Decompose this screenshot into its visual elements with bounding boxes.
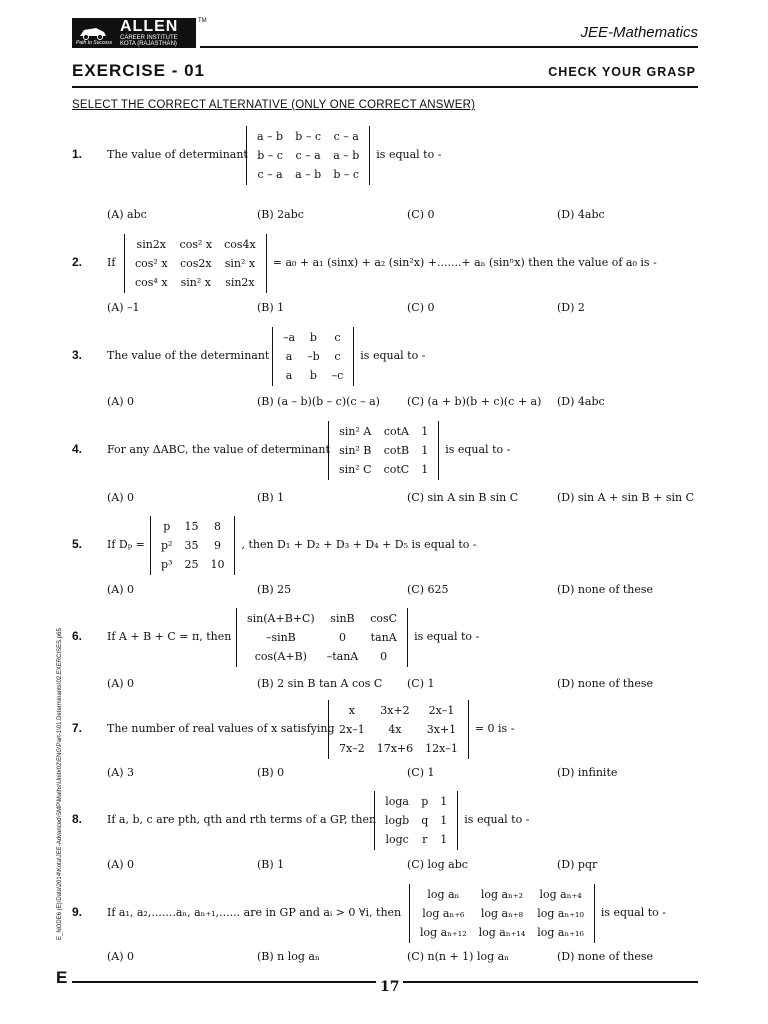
- question-suffix: is equal to -: [464, 812, 530, 826]
- answer-option[interactable]: (B) (a – b)(b – c)(c – a): [257, 395, 380, 408]
- answer-option[interactable]: (A) –1: [107, 301, 140, 314]
- matrix-cell: cos² x: [135, 257, 168, 270]
- answer-option[interactable]: (B) n log aₙ: [257, 950, 320, 963]
- matrix-cell: sin2x: [136, 238, 166, 251]
- allen-logo: [72, 18, 196, 48]
- matrix-cell: cos4x: [224, 238, 256, 251]
- question-number: 5.: [72, 536, 83, 551]
- matrix-cell: log aₙ: [427, 888, 460, 901]
- matrix-cell: cotA: [383, 425, 409, 438]
- answer-option[interactable]: (B) 0: [257, 766, 285, 779]
- matrix-cell: b: [309, 331, 317, 344]
- answer-option[interactable]: (D) infinite: [557, 766, 618, 779]
- matrix-cell: 1: [421, 444, 429, 457]
- question-suffix: = 0 is -: [474, 721, 515, 735]
- answer-option[interactable]: (D) none of these: [557, 583, 654, 596]
- matrix-cell: c: [334, 331, 341, 344]
- matrix-cell: logb: [385, 814, 410, 827]
- matrix-cell: log aₙ₊₁₆: [537, 926, 584, 939]
- matrix-cell: 1: [421, 463, 429, 476]
- matrix-cell: logc: [385, 833, 409, 846]
- header-rule: [200, 46, 698, 48]
- answer-option[interactable]: (A) 3: [107, 766, 135, 779]
- matrix-cell: 3x+2: [380, 704, 410, 717]
- matrix-cell: r: [422, 833, 428, 846]
- matrix-cell: p³: [161, 558, 173, 571]
- matrix-cell: a: [285, 369, 293, 382]
- question-number: 2.: [72, 254, 83, 269]
- question-suffix: = a₀ + a₁ (sinx) + a₂ (sin²x) +.......+ aₙ (sinⁿx) then the value of a₀ is -: [272, 255, 657, 269]
- answer-option[interactable]: (B) 1: [257, 858, 285, 871]
- question-suffix: is equal to -: [360, 348, 426, 362]
- matrix-cell: 1: [440, 814, 448, 827]
- answer-option[interactable]: (B) 25: [257, 583, 292, 596]
- matrix-cell: 1: [440, 833, 448, 846]
- matrix-cell: 9: [213, 539, 221, 552]
- matrix-cell: loga: [385, 795, 409, 808]
- matrix-cell: sin² A: [339, 425, 372, 438]
- question-number: 9.: [72, 904, 83, 919]
- determinant-matrix: [236, 608, 408, 667]
- answer-option[interactable]: (D) pqr: [557, 858, 598, 871]
- matrix-cell: tanA: [370, 631, 397, 644]
- matrix-cell: 2x–1: [339, 723, 365, 736]
- answer-option[interactable]: (D) none of these: [557, 950, 654, 963]
- matrix-cell: 7x–2: [339, 742, 365, 755]
- matrix-cell: log aₙ₊₄: [539, 888, 582, 901]
- matrix-cell: 2x–1: [428, 704, 455, 717]
- edition-badge: E: [56, 968, 68, 987]
- answer-option[interactable]: (D) 2: [557, 301, 585, 314]
- matrix-cell: log aₙ₊₂: [480, 888, 524, 901]
- answer-option[interactable]: (C) 1: [407, 766, 435, 779]
- question-text: If A + B + C = π, then: [107, 629, 232, 643]
- matrix-cell: cotB: [383, 444, 410, 457]
- matrix-cell: sin² C: [339, 463, 372, 476]
- answer-option[interactable]: (A) abc: [107, 208, 147, 221]
- answer-option[interactable]: (C) 0: [407, 301, 435, 314]
- matrix-cell: –c: [331, 369, 344, 382]
- answer-option[interactable]: (B) 2 sin B tan A cos C: [257, 677, 383, 690]
- trademark: TM: [198, 18, 207, 24]
- question-text: If: [107, 255, 116, 269]
- matrix-cell: log aₙ₊₈: [480, 907, 524, 920]
- question-number: 1.: [72, 146, 83, 161]
- exercise-title: EXERCISE - 01: [72, 61, 205, 80]
- car-icon: [78, 24, 108, 40]
- determinant-matrix: [328, 700, 469, 759]
- matrix-cell: –a: [283, 331, 296, 344]
- answer-option[interactable]: (A) 0: [107, 950, 135, 963]
- question-suffix: is equal to -: [445, 442, 511, 456]
- determinant-matrix: [272, 327, 354, 386]
- matrix-cell: a – b: [257, 130, 284, 143]
- page-number: 17: [376, 979, 403, 995]
- matrix-cell: cos2x: [180, 257, 212, 270]
- matrix-cell: 1: [421, 425, 429, 438]
- answer-option[interactable]: (D) none of these: [557, 677, 654, 690]
- question-suffix: is equal to -: [414, 629, 480, 643]
- question-suffix: , then D₁ + D₂ + D₃ + D₄ + D₅ is equal to -: [241, 537, 477, 551]
- matrix-cell: –sinB: [265, 631, 296, 644]
- determinant-matrix: [328, 421, 439, 480]
- brand-tagline: Path to Success: [76, 40, 113, 46]
- matrix-cell: 4x: [388, 723, 402, 736]
- section-rule: [72, 86, 698, 88]
- question-text: If Dₚ =: [107, 537, 145, 551]
- matrix-cell: p²: [161, 539, 173, 552]
- matrix-cell: sinB: [330, 612, 355, 625]
- answer-option[interactable]: (B) 2abc: [257, 208, 304, 221]
- matrix-cell: c – a: [333, 130, 359, 143]
- matrix-cell: sin² B: [339, 444, 372, 457]
- determinant-matrix: [409, 884, 595, 943]
- instruction: SELECT THE CORRECT ALTERNATIVE (ONLY ONE CORRECT ANSWER): [72, 99, 476, 111]
- answer-option[interactable]: (D) sin A + sin B + sin C: [557, 491, 694, 504]
- matrix-cell: cosC: [370, 612, 398, 625]
- matrix-cell: 0: [338, 631, 346, 644]
- determinant-matrix: [374, 791, 458, 850]
- matrix-cell: 10: [210, 558, 225, 571]
- matrix-cell: sin² x: [180, 276, 211, 289]
- matrix-cell: sin(A+B+C): [247, 612, 315, 625]
- matrix-cell: a – b: [295, 168, 322, 181]
- matrix-cell: x: [348, 704, 355, 717]
- answer-option[interactable]: (A) 0: [107, 858, 135, 871]
- answer-option[interactable]: (A) 0: [107, 395, 135, 408]
- matrix-cell: a – b: [333, 149, 360, 162]
- question-number: 7.: [72, 720, 83, 735]
- question-text: The value of determinant: [107, 147, 248, 161]
- answer-option[interactable]: (C) 625: [407, 583, 449, 596]
- matrix-cell: p: [421, 795, 429, 808]
- matrix-cell: log aₙ₊₁₂: [420, 926, 467, 939]
- matrix-cell: cos(A+B): [254, 650, 307, 663]
- question-suffix: is equal to -: [600, 905, 666, 919]
- determinant-matrix: [246, 126, 370, 185]
- answer-option[interactable]: (A) 0: [107, 677, 135, 690]
- matrix-cell: 35: [184, 539, 199, 552]
- question-text: For any ΔABC, the value of determinant: [107, 442, 330, 456]
- matrix-cell: 25: [184, 558, 199, 571]
- answer-option[interactable]: (D) 4abc: [557, 208, 605, 221]
- matrix-cell: q: [421, 814, 429, 827]
- matrix-cell: 17x+6: [376, 742, 414, 755]
- answer-option[interactable]: (C) n(n + 1) log aₙ: [407, 950, 509, 963]
- question-number: 8.: [72, 811, 83, 826]
- file-path: E_NODE6 (E)\Data\2014\Kota\JEE-Advanced\SMP\Maths\Unit#02\ENG\Part-1\01.Determinants\02.EXERCISES.p65: [57, 628, 63, 940]
- answer-option[interactable]: (C) 0: [407, 208, 435, 221]
- answer-option[interactable]: (C) log abc: [407, 858, 468, 871]
- answer-option[interactable]: (B) 1: [257, 301, 285, 314]
- answer-option[interactable]: (B) 1: [257, 491, 285, 504]
- matrix-cell: cotC: [383, 463, 410, 476]
- matrix-cell: 15: [184, 520, 199, 533]
- matrix-cell: –b: [307, 350, 320, 363]
- matrix-cell: b – c: [257, 149, 283, 162]
- matrix-cell: log aₙ₊₁₀: [537, 907, 584, 920]
- question-text: If a, b, c are pth, qth and rth terms of a GP, then: [107, 812, 377, 826]
- matrix-cell: 0: [380, 650, 388, 663]
- matrix-cell: c: [334, 350, 341, 363]
- matrix-cell: c – a: [295, 149, 321, 162]
- answer-option[interactable]: (A) 0: [107, 491, 135, 504]
- matrix-cell: a: [285, 350, 293, 363]
- matrix-cell: –tanA: [326, 650, 359, 663]
- subject-title: JEE-Mathematics: [580, 24, 698, 41]
- matrix-cell: 1: [440, 795, 448, 808]
- brand-subtitle: CAREER INSTITUTE KOTA (RAJASTHAN): [120, 35, 178, 47]
- answer-option[interactable]: (C) sin A sin B sin C: [407, 491, 519, 504]
- question-number: 3.: [72, 347, 83, 362]
- matrix-cell: 12x–1: [425, 742, 458, 755]
- matrix-cell: cos⁴ x: [135, 276, 168, 289]
- matrix-cell: log aₙ₊₁₄: [478, 926, 526, 939]
- question-text: If a₁, a₂,.......aₙ, aₙ₊₁,...... are in GP and aᵢ > 0 ∀i, then: [107, 905, 402, 919]
- question-number: 4.: [72, 441, 83, 456]
- matrix-cell: 8: [213, 520, 221, 533]
- matrix-cell: log aₙ₊₆: [422, 907, 465, 920]
- matrix-cell: p: [163, 520, 171, 533]
- matrix-cell: c – a: [257, 168, 283, 181]
- answer-option[interactable]: (D) 4abc: [557, 395, 605, 408]
- determinant-matrix: [150, 516, 235, 575]
- question-number: 6.: [72, 628, 83, 643]
- matrix-cell: sin² x: [224, 257, 256, 270]
- answer-option[interactable]: (A) 0: [107, 583, 135, 596]
- question-text: The number of real values of x satisfying: [107, 721, 335, 735]
- matrix-cell: b: [309, 369, 317, 382]
- matrix-cell: cos² x: [179, 238, 213, 251]
- determinant-matrix: [124, 234, 267, 293]
- matrix-cell: sin2x: [225, 276, 255, 289]
- section-title: CHECK YOUR GRASP: [548, 65, 696, 79]
- brand-name: ALLEN: [120, 18, 179, 35]
- matrix-cell: 3x+1: [426, 723, 457, 736]
- matrix-cell: b – c: [295, 130, 321, 143]
- answer-option[interactable]: (C) (a + b)(b + c)(c + a): [407, 395, 542, 408]
- matrix-cell: b – c: [333, 168, 360, 181]
- answer-option[interactable]: (C) 1: [407, 677, 435, 690]
- question-text: The value of the determinant: [107, 348, 270, 362]
- question-suffix: is equal to -: [376, 147, 442, 161]
